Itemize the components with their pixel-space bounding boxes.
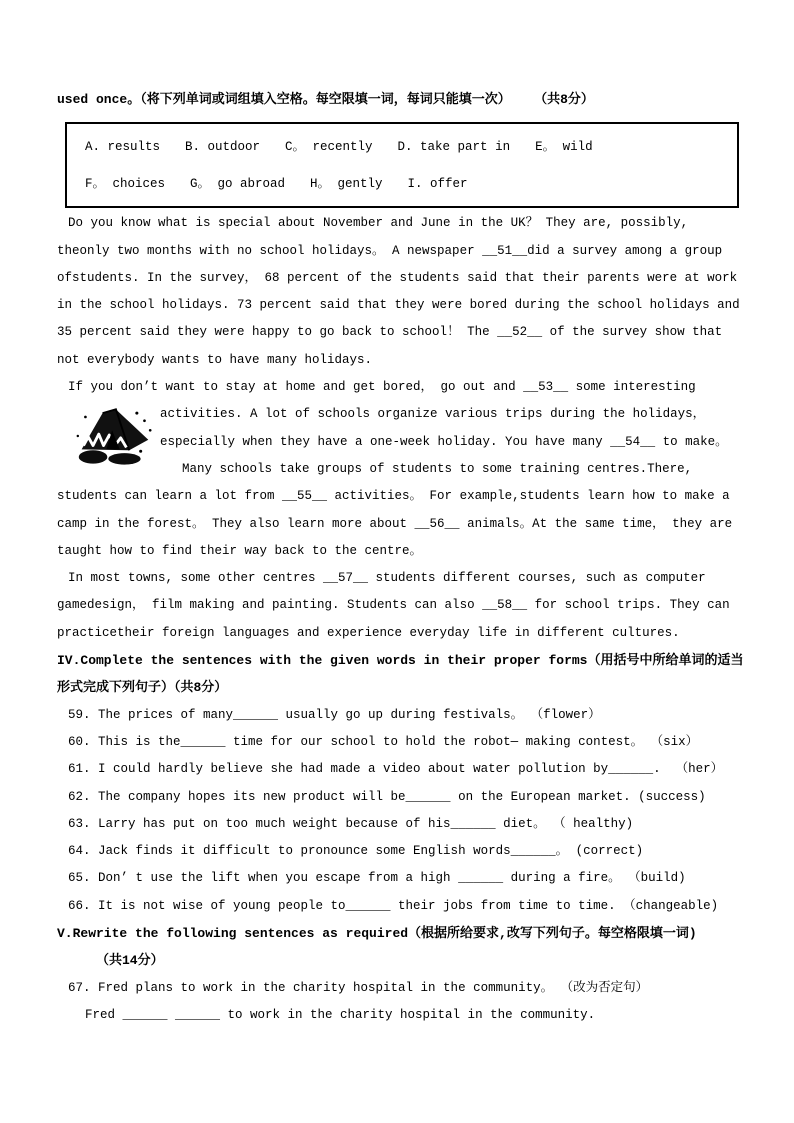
- question-item: 59. The prices of many______ usually go up during festivals。 （flower）: [68, 707, 601, 722]
- camp-tent-image: [57, 404, 160, 482]
- section5-heading-line-2: （共14分）: [96, 953, 164, 969]
- question-item: 66. It is not wise of young people to______ their jobs from time to time. （changeable): [68, 898, 719, 913]
- word-bank-option: D. take part in: [397, 140, 511, 155]
- word-bank-option: C。 recently: [285, 140, 373, 155]
- passage-line: In most towns, some other centres __57__ students different courses, such as computer: [68, 571, 706, 586]
- passage-paragraph-2-first-line: [57, 374, 742, 401]
- question-item: 61. I could hardly believe she had made a video about water pollution by______. （her）: [68, 762, 724, 777]
- word-bank-option: G。 go abroad: [190, 177, 286, 192]
- question-item: 60. This is the______ time for our school to hold the robot— making contest。 （six）: [68, 734, 699, 749]
- word-bank-option: I. offer: [407, 177, 468, 192]
- section4-question-list: [57, 702, 742, 920]
- question-67-sentence: 67. Fred plans to work in the charity hospital in the community。 （改为否定句）: [68, 980, 649, 995]
- intro-instruction-line: used once。（将下列单词或词组填入空格。每空限填一词，每词只能填一次） （共8分）: [57, 92, 594, 107]
- question-67-rewrite-line: Fred ______ ______ to work in the charity hospital in the community.: [85, 1007, 596, 1022]
- passage-line: activities. A lot of schools organize various trips during the holidays，: [160, 407, 706, 422]
- passage-line: students can learn a lot from __55__ activities。 For example,students learn how to make a: [57, 489, 730, 504]
- passage-paragraph-3: [57, 565, 742, 647]
- word-bank-box: [65, 122, 739, 208]
- passage-image-wrap-region: [57, 401, 742, 483]
- passage-line: Do you know what is special about November and June in the UK？ They are, possibly,: [68, 216, 689, 231]
- section4-heading-line-1: IV.Complete the sentences with the given words in their proper forms（用括号中所给单词的适当: [57, 653, 744, 669]
- passage-line: in the school holidays. 73 percent said that they were bored during the school holidays and: [57, 298, 740, 313]
- passage-line: taught how to find their way back to the centre。: [57, 543, 423, 558]
- section4-heading-line-2: 形式完成下列句子）（共8分）: [57, 680, 228, 696]
- passage-line: especially when they have a one-week holiday. You have many __54__ to make。: [160, 434, 728, 449]
- passage-line: gamedesign， film making and painting. Students can also __58__ for school trips. They can: [57, 598, 730, 613]
- question-item: 62. The company hopes its new product will be______ on the European market. (success): [68, 789, 706, 804]
- passage-paragraph-1: [57, 210, 742, 374]
- passage-line: theonly two months with no school holidays。 A newspaper __51__did a survey among a group: [57, 243, 723, 258]
- passage-line: ofstudents. In the survey， 68 percent of the students said that their parents were at work: [57, 270, 738, 285]
- passage-line: practicetheir foreign languages and experience everyday life in different cultures.: [57, 625, 680, 640]
- word-bank-option: B. outdoor: [185, 140, 261, 155]
- word-bank-row-1: [85, 134, 737, 161]
- word-bank-option: A. results: [85, 140, 161, 155]
- word-bank-option: E。 wild: [535, 140, 593, 155]
- word-bank-option: F。 choices: [85, 177, 166, 192]
- question-item: 64. Jack finds it difficult to pronounce some English words______。 (correct): [68, 844, 644, 859]
- passage-line: not everybody wants to have many holidays.: [57, 352, 373, 367]
- passage-line: camp in the forest。 They also learn more about __56__ animals。At the same time， they are: [57, 516, 733, 531]
- word-bank-option: H。 gently: [310, 177, 383, 192]
- question-item: 63. Larry has put on too much weight because of his______ diet。 （ healthy): [68, 816, 634, 831]
- passage-line: Many schools take groups of students to some training centres.There,: [182, 461, 693, 476]
- question-item: 65. Don’ t use the lift when you escape from a high ______ during a fire。 （build): [68, 871, 686, 886]
- section5-heading-line-1: V.Rewrite the following sentences as required（根据所给要求,改写下列句子。每空格限填一词): [57, 926, 697, 942]
- passage-paragraph-2-continued: [57, 483, 742, 565]
- word-bank-row-2: [85, 171, 737, 198]
- passage-line: 35 percent said they were happy to go back to school！ The __52__ of the survey show that: [57, 325, 723, 340]
- passage-line: If you don’t want to stay at home and get bored， go out and __53__ some interesting: [68, 380, 696, 395]
